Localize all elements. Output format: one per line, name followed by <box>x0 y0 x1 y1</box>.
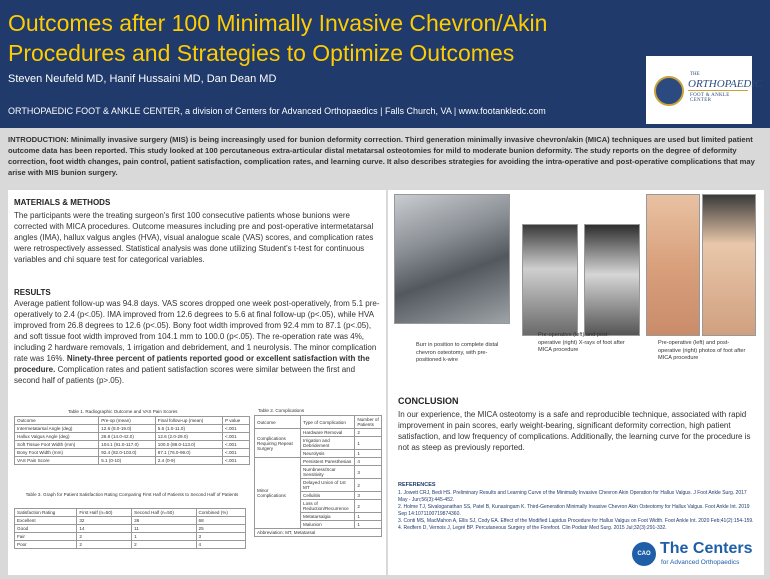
conclusion-heading: CONCLUSION <box>398 396 459 406</box>
reference-item: 4. Redfern D, Vernois J, Legré BP. Percutaneous Surgery of the Forefoot. Clin Podiatr Med Surg. 2015 Jul;32(3):291-332. <box>398 525 667 531</box>
table-cell: Irrigation and Debridement <box>301 437 355 450</box>
cao-badge: CAO <box>632 542 656 566</box>
table-cell: 3 <box>355 466 382 479</box>
table1-caption: Table 1. Radiographic Outcome and VAS Pain Scores <box>68 409 178 414</box>
authors: Steven Neufeld MD, Hanif Hussaini MD, Dan Dean MD <box>8 73 277 85</box>
table-cell: 1 <box>355 437 382 450</box>
methods-heading: MATERIALS & METHODS <box>14 198 111 207</box>
table-header: Second Half (n=50) <box>132 509 196 517</box>
table-cell: 4 <box>355 458 382 466</box>
table-cell: 1 <box>355 521 382 529</box>
table-cell: 2 <box>132 541 196 549</box>
complication-group: Minor Complications <box>255 458 301 529</box>
table-cell: 12.6 (2.0-29.0) <box>155 433 222 441</box>
left-panel <box>8 190 386 575</box>
table3-caption: Table 3. Graph for Patient Satisfaction Rating Comparing First Half of Patients to Second Half of Patients <box>25 492 239 497</box>
preop-xray <box>522 224 578 336</box>
results-highlight: Ninety-three percent of patients reported good or excellent satisfaction with the procedure. <box>14 354 370 374</box>
postop-xray <box>584 224 640 336</box>
table-cell: 2 <box>77 541 132 549</box>
table-cell: 2 <box>355 500 382 513</box>
complication-group: Complications Requiring Repeat Surgery <box>255 429 301 458</box>
table-header: First Half (n=50) <box>77 509 132 517</box>
table-cell: <.001 <box>223 425 250 433</box>
orthopaedic-center-logo: THE ORTHOPAEDIC FOOT & ANKLE CENTER <box>646 56 752 124</box>
table-cell: Excellent <box>15 517 77 525</box>
table-cell: 2 <box>355 429 382 437</box>
references-list <box>398 490 754 532</box>
centers-tagline: for Advanced Orthopaedics <box>661 559 740 566</box>
table-cell: 5.6 (1.0-11.0) <box>155 425 222 433</box>
table-header: Number of Patients <box>355 416 382 429</box>
photos-caption: Pre-operative (left) and post-operative (right) photos of foot after MICA procedure <box>658 340 746 361</box>
xray-caption: Pre-operative (left) and post-operative (right) X-rays of foot after MICA procedure <box>538 332 625 353</box>
table-cell: 14 <box>77 525 132 533</box>
table-cell: Persistent Paresthesias <box>301 458 355 466</box>
table-cell: 3 <box>196 533 245 541</box>
table-cell: <.001 <box>223 449 250 457</box>
table-cell: <.001 <box>223 433 250 441</box>
table-cell: Intermetatarsal Angle (deg) <box>15 425 99 433</box>
table-cell: 2 <box>77 533 132 541</box>
table-header: Final follow-up (mean) <box>155 417 222 425</box>
table-row <box>15 425 250 433</box>
table-cell: Delayed Union of 1st MT <box>301 479 355 492</box>
table-cell: 11 <box>132 525 196 533</box>
methods-text: The participants were the treating surgeon's first 100 consecutive patients whose bunions were corrected with MICA procedures. Outcome measures including pre and post-operative intermetatarsal angles (IMA), hallux valgus angles (HVA), visual analogue scale (VAS) scores, and complication rates were retrospectively assessed. Statistical analysis was done utilizing Student's t-test for continuous variables and chi square test for categorical variables. <box>14 211 374 264</box>
complications-table <box>254 415 382 537</box>
table-header: Outcome <box>255 416 301 429</box>
table-cell: Malunion <box>301 521 355 529</box>
table-header: Satisfaction Rating <box>15 509 77 517</box>
results-heading: RESULTS <box>14 288 51 297</box>
table-row <box>15 541 246 549</box>
reference-item: 3. Conti MS, MacMahon A, Ellis SJ, Cody EA. Effect of the Modified Lapidus Procedure for Hallux Valgus on Foot Width. Foot Ankle Int. 2020 Feb;41(2):154-159. <box>398 518 754 524</box>
table-cell: 2.4 (0-9) <box>155 457 222 465</box>
results-text: Average patient follow-up was 94.8 days. VAS scores dropped one week post-operatively, from 5.1 pre-operatively to 2.4 (p<.05). IMA improved from 12.6 degrees to 5.6 at final follow-up (p<.05), while HVA improved from 26.8 degrees to 12.6 (p<.05). Bony foot width improved from 92.4 mm to 87.1 (p<.05), and soft tissue foot width improved from 104.1 mm to 100.0 (p<.05). The re-operation rate was 4%, including 2 hardware removals, 1 irrigation and debridement, and 1 neurolysis. The minor complication rate was 16%. Ninety-three percent of patients reported good or excellent satisfaction with the procedure. Complication rates and patient satisfaction scores were similar between the first and second half of patients (p>.05). <box>14 299 380 385</box>
table-cell: Metatarsalgia <box>301 513 355 521</box>
table-cell: Loss of Reduction/Recurrence <box>301 500 355 513</box>
table-footer: Abbreviation: MT, Metatarsal <box>255 529 382 537</box>
table-row <box>15 525 246 533</box>
references-heading: REFERENCES <box>398 482 436 488</box>
table-row <box>15 433 250 441</box>
introduction: INTRODUCTION: Minimally invasive surgery (MIS) is being increasingly used for bunion deformity correction. Third generation minimally invasive chevron/akin (MICA) techniques are used but limited patient outcome data has been reported. This study looked at 100 percutaneous extra-articular distal metatarsal osteotomies for mild to moderate bunion deformity. The study reports on the degree of deformity correction, foot width changes, pain control, patient satisfaction, complication rates, and learning curve. It also describes strategies for avoiding the intra-operative and post-operative complications that may arise with MIS bunion surgery. <box>8 135 755 177</box>
table-row <box>255 429 382 437</box>
photo1-caption: Burr in position to complete distal chevron osteotomy, with pre-positioned k-wire <box>416 342 499 363</box>
table-cell: 100.0 (88.0-113.0) <box>155 441 222 449</box>
table-cell: 1 <box>355 513 382 521</box>
table-cell: 68 <box>196 517 245 525</box>
table-cell: 32 <box>77 517 132 525</box>
table-row <box>15 449 250 457</box>
table-row <box>15 533 246 541</box>
table-cell: 92.4 (82.0-103.0) <box>99 449 156 457</box>
table-cell: Poor <box>15 541 77 549</box>
table-cell: 87.1 (76.0-99.0) <box>155 449 222 457</box>
table-cell: 1 <box>132 533 196 541</box>
poster-header <box>0 0 770 128</box>
table-header: Outcome <box>15 417 99 425</box>
table-cell: 1 <box>355 450 382 458</box>
table-cell: 5.1 (0-10) <box>99 457 156 465</box>
table-cell: Bony Foot Width (mm) <box>15 449 99 457</box>
table-cell: 12.6 (8.0-19.0) <box>99 425 156 433</box>
table-header: Combined (%) <box>196 509 245 517</box>
outcomes-table <box>14 416 250 465</box>
table-cell: 4 <box>196 541 245 549</box>
table-cell: <.001 <box>223 457 250 465</box>
reference-item: 1. Jowett CRJ, Bedi HS. Preliminary Results and Learning Curve of the Minimally Invasive Chevron Akin Operation for Hallux Valgus. J Foot Ankle Surg. 2017 May - Jun;56(3):445-452. <box>398 490 747 503</box>
table-row <box>15 517 246 525</box>
table-cell: Fair <box>15 533 77 541</box>
table-cell: Neurolysis <box>301 450 355 458</box>
table-row <box>15 457 250 465</box>
table-cell: 104.1 (91.0-117.0) <box>99 441 156 449</box>
table-cell: 2 <box>355 479 382 492</box>
table-row <box>255 458 382 466</box>
table-cell: Hardware Removal <box>301 429 355 437</box>
table2-caption: Table 2. Complications <box>258 408 305 413</box>
table-cell: Cellulitis <box>301 492 355 500</box>
right-panel <box>388 190 764 575</box>
table-cell: Hallux Valgus Angle (deg) <box>15 433 99 441</box>
satisfaction-table <box>14 508 246 549</box>
table-header: Pre-op (mean) <box>99 417 156 425</box>
table-cell: Soft Tissue Foot Width (mm) <box>15 441 99 449</box>
table-header: P value <box>223 417 250 425</box>
table-cell: <.001 <box>223 441 250 449</box>
table-cell: 25 <box>196 525 245 533</box>
poster-title: Outcomes after 100 Minimally Invasive Chevron/Akin Procedures and Strategies to Optimize Outcomes <box>8 10 548 66</box>
table-cell: Good <box>15 525 77 533</box>
intraoperative-photo <box>394 194 510 324</box>
table-cell: 26.8 (14.0-42.0) <box>99 433 156 441</box>
preop-foot-photo <box>646 194 700 336</box>
reference-item: 2. Holme TJ, Sivaloganathan SS, Patel B, Kunasingam K. Third-Generation Minimally Invasive Chevron Akin Osteotomy for Hallux Valgus. Foot Ankle Int. 2019 Sep 14:1071100719874360. <box>398 504 750 517</box>
table-cell: 36 <box>132 517 196 525</box>
table-row <box>15 441 250 449</box>
centers-logo <box>632 540 762 572</box>
conclusion-text: In our experience, the MICA osteotomy is a safe and reproducible technique, associated with rapid improvement in pain scores, early weight-bearing, significant deformity correction, high patient satisfaction, and low frequency of complications. Additionally, the learning curve for the procedure is not as steep as previously reported. <box>398 410 751 452</box>
table-cell: Numbness/Scar Sensitivity <box>301 466 355 479</box>
postop-foot-photo <box>702 194 756 336</box>
centers-name: The Centers <box>660 540 753 557</box>
table-cell: VAS Pain Score <box>15 457 99 465</box>
table-cell: 3 <box>355 492 382 500</box>
seal-icon <box>654 76 684 106</box>
affiliation: ORTHOPAEDIC FOOT & ANKLE CENTER, a division of Centers for Advanced Orthopaedics | Falls Church, VA | www.footankledc.com <box>8 106 546 116</box>
table-header: Type of Complication <box>301 416 355 429</box>
